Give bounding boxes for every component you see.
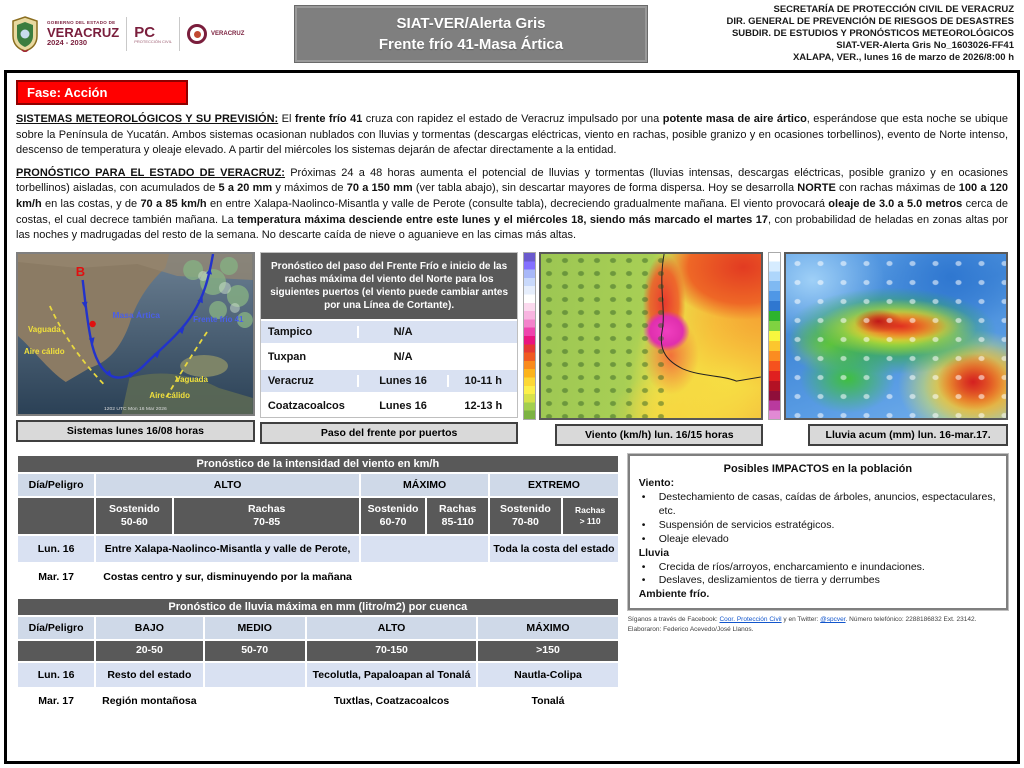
front-position-dot <box>89 321 95 327</box>
rain-row-mar17 <box>17 688 619 714</box>
impacts-column <box>628 454 1008 635</box>
port-day: Lunes 16 <box>357 375 447 387</box>
forecast-tables <box>16 454 620 715</box>
rain-header: MEDIO <box>204 616 306 640</box>
lluvia-map <box>784 252 1008 420</box>
rain-range: >150 <box>477 640 618 662</box>
wind-row-lun16 <box>17 535 619 563</box>
wind-subheader: Sostenido 70-80 <box>489 497 561 535</box>
bullet-icon: • <box>641 560 646 573</box>
port-name: Tuxpan <box>267 350 307 363</box>
vaguada-west-label: Vaguada <box>27 324 61 334</box>
content-frame <box>4 70 1020 764</box>
port-day: N/A <box>357 326 447 338</box>
sistemas-paragraph: SISTEMAS METEOROLÓGICOS Y SU PREVISIÓN: El frente frío 41 cruza con rapidez el estado de Veracruz impulsado por una potente masa de aire ártico, esperándose que esta noche se ubique sobre la Península de Yucatán. Ambos sistemas ocasionan nublados con lluvias y tormentas (descargas eléctricas, viento en rachas, posible granizo y en ocasiones torbellinos), evento de Norte intenso, descenso de temperatura y oleaje elevado. A partir del miércoles los sistemas dejarán de afectar directamente a la entidad. <box>16 113 1008 157</box>
emblem-ring-icon <box>187 24 207 44</box>
pronostico-paragraph: PRONÓSTICO PARA EL ESTADO DE VERACRUZ: Próximas 24 a 48 horas aumenta el potencial de lluvias y tormentas (lluvias intensas, descargas eléctricas, posible granizo y en ocasiones torbellinos) aisladas, con acumulados de 5 a 20 mm y máximos de 70 a 150 mm (ver tabla abajo), sin descartar mayores de forma dispersa. Hoy se desarrolla NORTE con rachas máximas de 100 a 120 km/h en las costas, y de 70 a 85 km/h en entre Xalapa-Naolinco-Misantla y valle de Perote (consulte tabla), decreciendo gradualmente mañana. El viento provocará oleaje de 3.0 a 5.0 metros cerca de costas, el cual decrece también mañana. La temperatura máxima desciende entre este lunes y el miércoles 18, siendo más marcado el martes 17, con probabilidad de heladas en zonas altas por las noches y madrugadas del resto de la semana. No descarte caída de nieve o aguanieve en las cimas más altas. <box>16 166 1009 242</box>
rain-header: MÁXIMO <box>477 616 618 640</box>
impacts-lluvia-heading: Lluvia <box>638 546 670 559</box>
rain-header: ALTO <box>306 616 477 640</box>
rain-maximo-cell: Nautla-Colipa <box>477 662 618 688</box>
synoptic-map-graphic <box>18 254 253 414</box>
wind-day: Lun. 16 <box>17 535 95 563</box>
twitter-link[interactable]: @spcver <box>820 616 846 624</box>
facebook-link[interactable]: Coor. Protección Civil <box>719 616 782 624</box>
puertos-row <box>261 343 518 368</box>
rain-alto-cell: Tecolutla, Papaloapan al Tonalá <box>306 662 477 688</box>
frente-frio-label: Frente frío 41 <box>193 314 244 324</box>
viento-caption: Viento (km/h) lun. 16/15 horas <box>555 424 763 446</box>
bulletin-title-box <box>295 6 647 62</box>
wind-subheader-empty <box>17 497 95 535</box>
impact-item: • Crecida de ríos/arroyos, encharcamiento e inundaciones. <box>639 561 997 575</box>
sistemas-satellite-map <box>16 252 255 416</box>
org-header-block <box>647 4 1014 64</box>
wind-col-header: Día/Peligro <box>17 473 95 497</box>
impact-item: • Suspensión de servicios estratégicos. <box>639 519 997 533</box>
port-hour: 10-11 h <box>447 375 517 387</box>
rain-medio-cell <box>204 688 306 714</box>
puertos-row <box>261 319 518 344</box>
wind-color-scale <box>523 252 536 420</box>
phase-badge: Fase: Acción <box>16 80 188 105</box>
lluvia-caption: Lluvia acum (mm) lun. 16-mar.17. <box>808 424 1008 446</box>
port-name: Tampico <box>267 326 313 339</box>
rain-alto-cell: Tuxtlas, Coatzacoalcos <box>306 688 477 714</box>
vaguada-east-label: Vaguada <box>175 374 208 384</box>
bottom-section <box>16 454 1008 715</box>
pc-logo <box>134 25 172 44</box>
aire-calido-west-label: Aire cálido <box>23 346 65 356</box>
wind-group-alto: ALTO <box>95 473 360 497</box>
bullet-icon: • <box>641 491 646 504</box>
footer-fine-print: Síganos a través de Facebook: Coor. Protección Civil y en Twitter: @spcver. Número telefónico: 2288186832 Ext. 23142. Elaboraron: Federico Acevedo/José Llanos. <box>627 616 977 633</box>
rain-day: Mar. 17 <box>17 688 95 714</box>
wind-alto-cell: Costas centro y sur, disminuyendo por la mañana <box>95 563 360 591</box>
puertos-table-header: Pronóstico del paso del Frente Frío e inicio de las rachas máxima del viento del Norte para los siguientes puertos (el viento puede cambiar antes por una Línea de Cortante). <box>261 253 518 319</box>
wind-row-mar17 <box>17 563 619 591</box>
rain-color-scale <box>768 252 781 420</box>
wind-subheader: Sostenido 60-70 <box>360 497 426 535</box>
wind-group-maximo: MÁXIMO <box>360 473 489 497</box>
org-line: DIR. GENERAL DE PREVENCIÓN DE RIESGOS DE DESASTRES <box>726 16 1014 27</box>
org-line: SUBDIR. DE ESTUDIOS Y PRONÓSTICOS METEOROLÓGICOS <box>731 28 1014 39</box>
bulletin-title-line2: Frente frío 41-Masa Ártica <box>378 36 564 53</box>
wind-alto-cell: Entre Xalapa-Naolinco-Misantla y valle de Perote, <box>95 535 360 563</box>
map-timestamp: 1202 UTC Mon 16 Mar 2026 <box>104 405 167 412</box>
rain-maximo-cell: Tonalá <box>477 688 618 714</box>
aire-calido-east-label: Aire cálido <box>149 390 190 400</box>
rain-medio-cell <box>204 662 306 688</box>
rain-range: 50-70 <box>204 640 306 662</box>
wind-subheader: Rachas > 110 <box>562 497 619 535</box>
port-name: Coatzacoalcos <box>267 399 345 412</box>
logo-divider <box>126 17 127 51</box>
bulletin-title-line1: SIAT-VER/Alerta Gris <box>396 15 546 32</box>
bulletin-id: SIAT-VER-Alerta Gris No_1603026-FF41 <box>836 40 1014 51</box>
pronostico-heading: PRONÓSTICO PARA EL ESTADO DE VERACRUZ: <box>16 166 285 179</box>
emblem-label: VERACRUZ <box>211 31 245 37</box>
pc-logo-subtext: PROTECCIÓN CIVIL <box>134 38 173 44</box>
bullet-icon: • <box>641 574 646 587</box>
wind-extremo-cell <box>489 563 618 591</box>
wind-subheader: Sostenido 50-60 <box>95 497 173 535</box>
puertos-panel <box>260 252 519 446</box>
low-pressure-symbol: B <box>75 263 86 279</box>
veracruz-shield-icon <box>10 16 40 52</box>
impacts-frio-heading: Ambiente frío. <box>638 588 710 601</box>
port-day: N/A <box>357 351 447 363</box>
masa-artica-label: Masa Ártica <box>112 309 160 320</box>
wind-day: Mar. 17 <box>17 563 95 591</box>
wind-subheader: Rachas 70-85 <box>173 497 360 535</box>
pc-logo-text: PC <box>134 23 156 41</box>
bullet-icon: • <box>641 518 646 531</box>
puertos-table <box>260 252 519 418</box>
puertos-row <box>261 368 518 393</box>
viento-map-row <box>523 252 763 420</box>
rain-bajo-cell: Región montañosa <box>95 688 203 714</box>
port-name: Veracruz <box>267 375 314 388</box>
wind-table <box>16 454 620 592</box>
rain-range: 20-50 <box>95 640 203 662</box>
rain-range: 70-150 <box>306 640 477 662</box>
gov-name-label: VERACRUZ <box>47 24 120 40</box>
wind-table-title: Pronóstico de la intensidad del viento en km/h <box>17 455 619 473</box>
impact-item: • Deslaves, deslizamientos de tierra y derrumbes <box>639 574 997 588</box>
org-line: SECRETARÍA DE PROTECCIÓN CIVIL DE VERACRUZ <box>773 4 1014 15</box>
wind-group-extremo: EXTREMO <box>489 473 618 497</box>
sistemas-map-panel <box>16 252 255 446</box>
impacts-title: Posibles IMPACTOS en la población <box>723 462 913 475</box>
gov-top-label: GOBIERNO DEL ESTADO DE <box>47 19 116 25</box>
sistemas-heading: SISTEMAS METEOROLÓGICOS Y SU PREVISIÓN: <box>16 113 279 125</box>
viento-panel <box>523 252 763 446</box>
impacts-box <box>628 454 1008 610</box>
wind-maximo-cell <box>360 563 489 591</box>
bulletin-header <box>0 0 1024 68</box>
bulletin-datetime: XALAPA, VER., lunes 16 de marzo de 2026/8:00 h <box>792 52 1014 63</box>
rain-table-title: Pronóstico de lluvia máxima en mm (litro/m2) por cuenca <box>17 598 619 616</box>
impact-item: • Oleaje elevado <box>639 533 997 547</box>
gov-years-label: 2024 - 2030 <box>47 38 88 48</box>
rain-table <box>16 597 620 715</box>
logo-divider <box>179 17 180 51</box>
wind-coastline-overlay <box>541 254 761 418</box>
sistemas-map-caption: Sistemas lunes 16/08 horas <box>16 420 255 442</box>
puertos-row <box>261 392 518 417</box>
impact-item: • Destechamiento de casas, caídas de árboles, anuncios, espectaculares, etc. <box>639 491 997 519</box>
gov-logo-text <box>47 21 119 47</box>
wind-extremo-cell: Toda la costa del estado <box>489 535 618 563</box>
rain-header: Día/Peligro <box>17 616 95 640</box>
proteccion-civil-emblem <box>187 24 244 44</box>
rain-header: BAJO <box>95 616 203 640</box>
rain-day: Lun. 16 <box>17 662 95 688</box>
bullet-icon: • <box>641 532 646 545</box>
viento-map <box>539 252 763 420</box>
impacts-viento-heading: Viento: <box>638 477 675 490</box>
port-day: Lunes 16 <box>357 400 447 412</box>
wind-maximo-cell <box>360 535 489 563</box>
wind-subheader: Rachas 85-110 <box>426 497 489 535</box>
rain-range-empty <box>17 640 95 662</box>
logo-strip <box>10 16 295 52</box>
rain-bajo-cell: Resto del estado <box>95 662 203 688</box>
port-hour: 12-13 h <box>447 400 517 412</box>
rain-row-lun16 <box>17 662 619 688</box>
puertos-caption: Paso del frente por puertos <box>260 422 519 444</box>
lluvia-panel <box>768 252 1008 446</box>
lluvia-map-row <box>768 252 1008 420</box>
map-panels-row <box>16 252 1008 446</box>
